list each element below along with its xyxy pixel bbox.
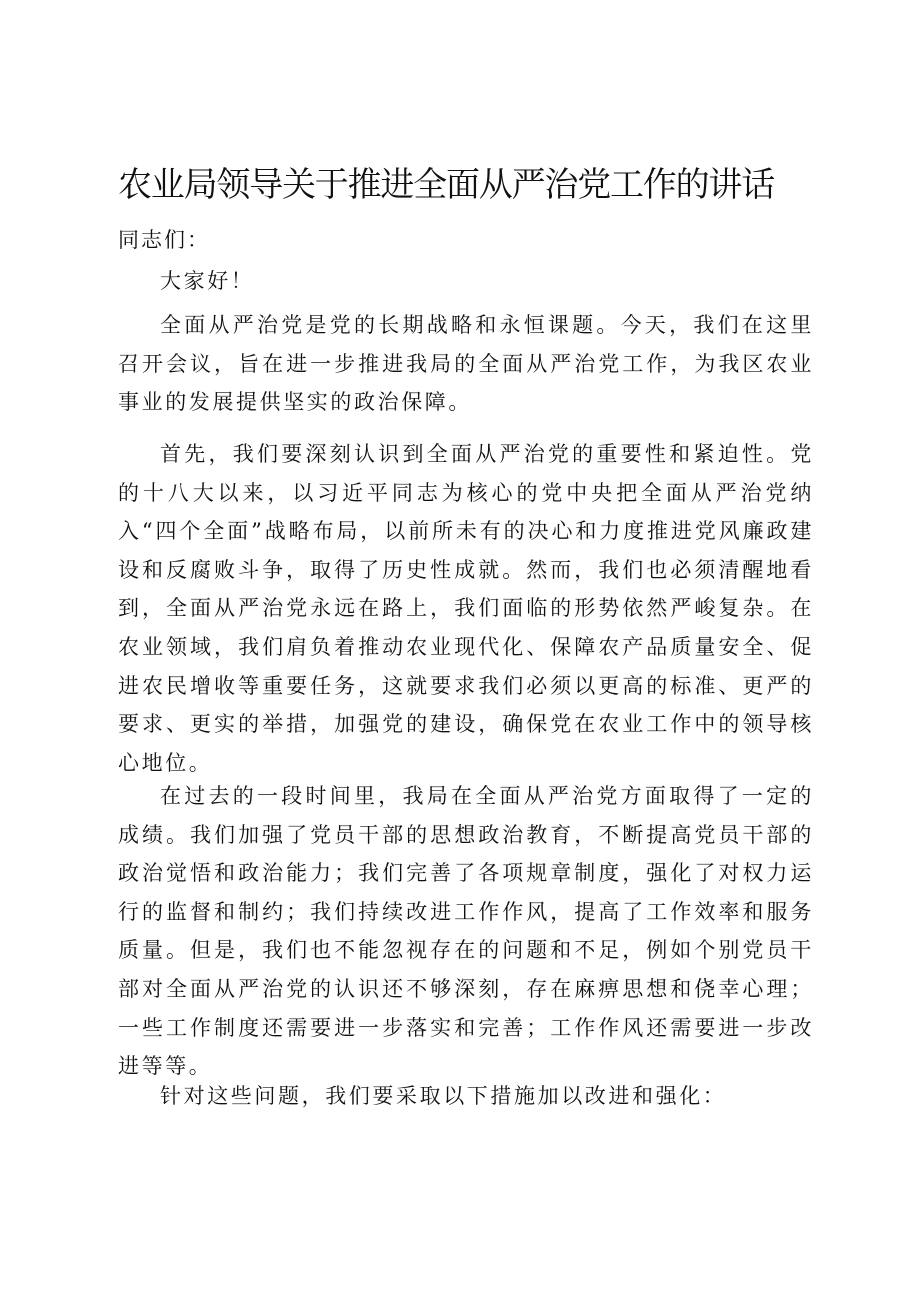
paragraph-importance: 首先，我们要深刻认识到全面从严治党的重要性和紧迫性。党的十八大以来，以习近平同志为核心的党中央把全面从严治党纳入“四个全面”战略布局，以前所未有的决心和力度推进党风廉政建设和反腐败斗争，取得了历史性成就。然而，我们也必须清醒地看到，全面从严治党永远在路上，我们面临的形势依然严峻复杂。在农业领域，我们肩负着推动农业现代化、保障农产品质量安全、促进农民增收等重要任务，这就要求我们必须以更高的标准、更严的要求、更实的举措，加强党的建设，确保党在农业工作中的领导核心地位。: [118, 442, 814, 775]
document-title: 农业局领导关于推进全面从严治党工作的讲话: [118, 165, 774, 205]
salutation: 同志们：: [118, 228, 210, 252]
paragraph-achievements: 在过去的一段时间里，我局在全面从严治党方面取得了一定的成绩。我们加强了党员干部的思想政治教育，不断提高党员干部的政治觉悟和政治能力；我们完善了各项规章制度，强化了对权力运行的监督和制约；我们持续改进工作作风，提高了工作效率和服务质量。但是，我们也不能忽视存在的问题和不足，例如个别党员干部对全面从严治党的认识还不够深刻，存在麻痹思想和侥幸心理；一些工作制度还需要进一步落实和完善；工作作风还需要进一步改进等等。: [118, 784, 814, 1079]
greeting: 大家好！: [160, 269, 255, 293]
paragraph-measures-intro: 针对这些问题，我们要采取以下措施加以改进和强化：: [160, 1084, 727, 1108]
paragraph-intro: 全面从严治党是党的长期战略和永恒课题。今天，我们在这里召开会议，旨在进一步推进我局的全面从严治党工作，为我区农业事业的发展提供坚实的政治保障。: [118, 313, 814, 415]
